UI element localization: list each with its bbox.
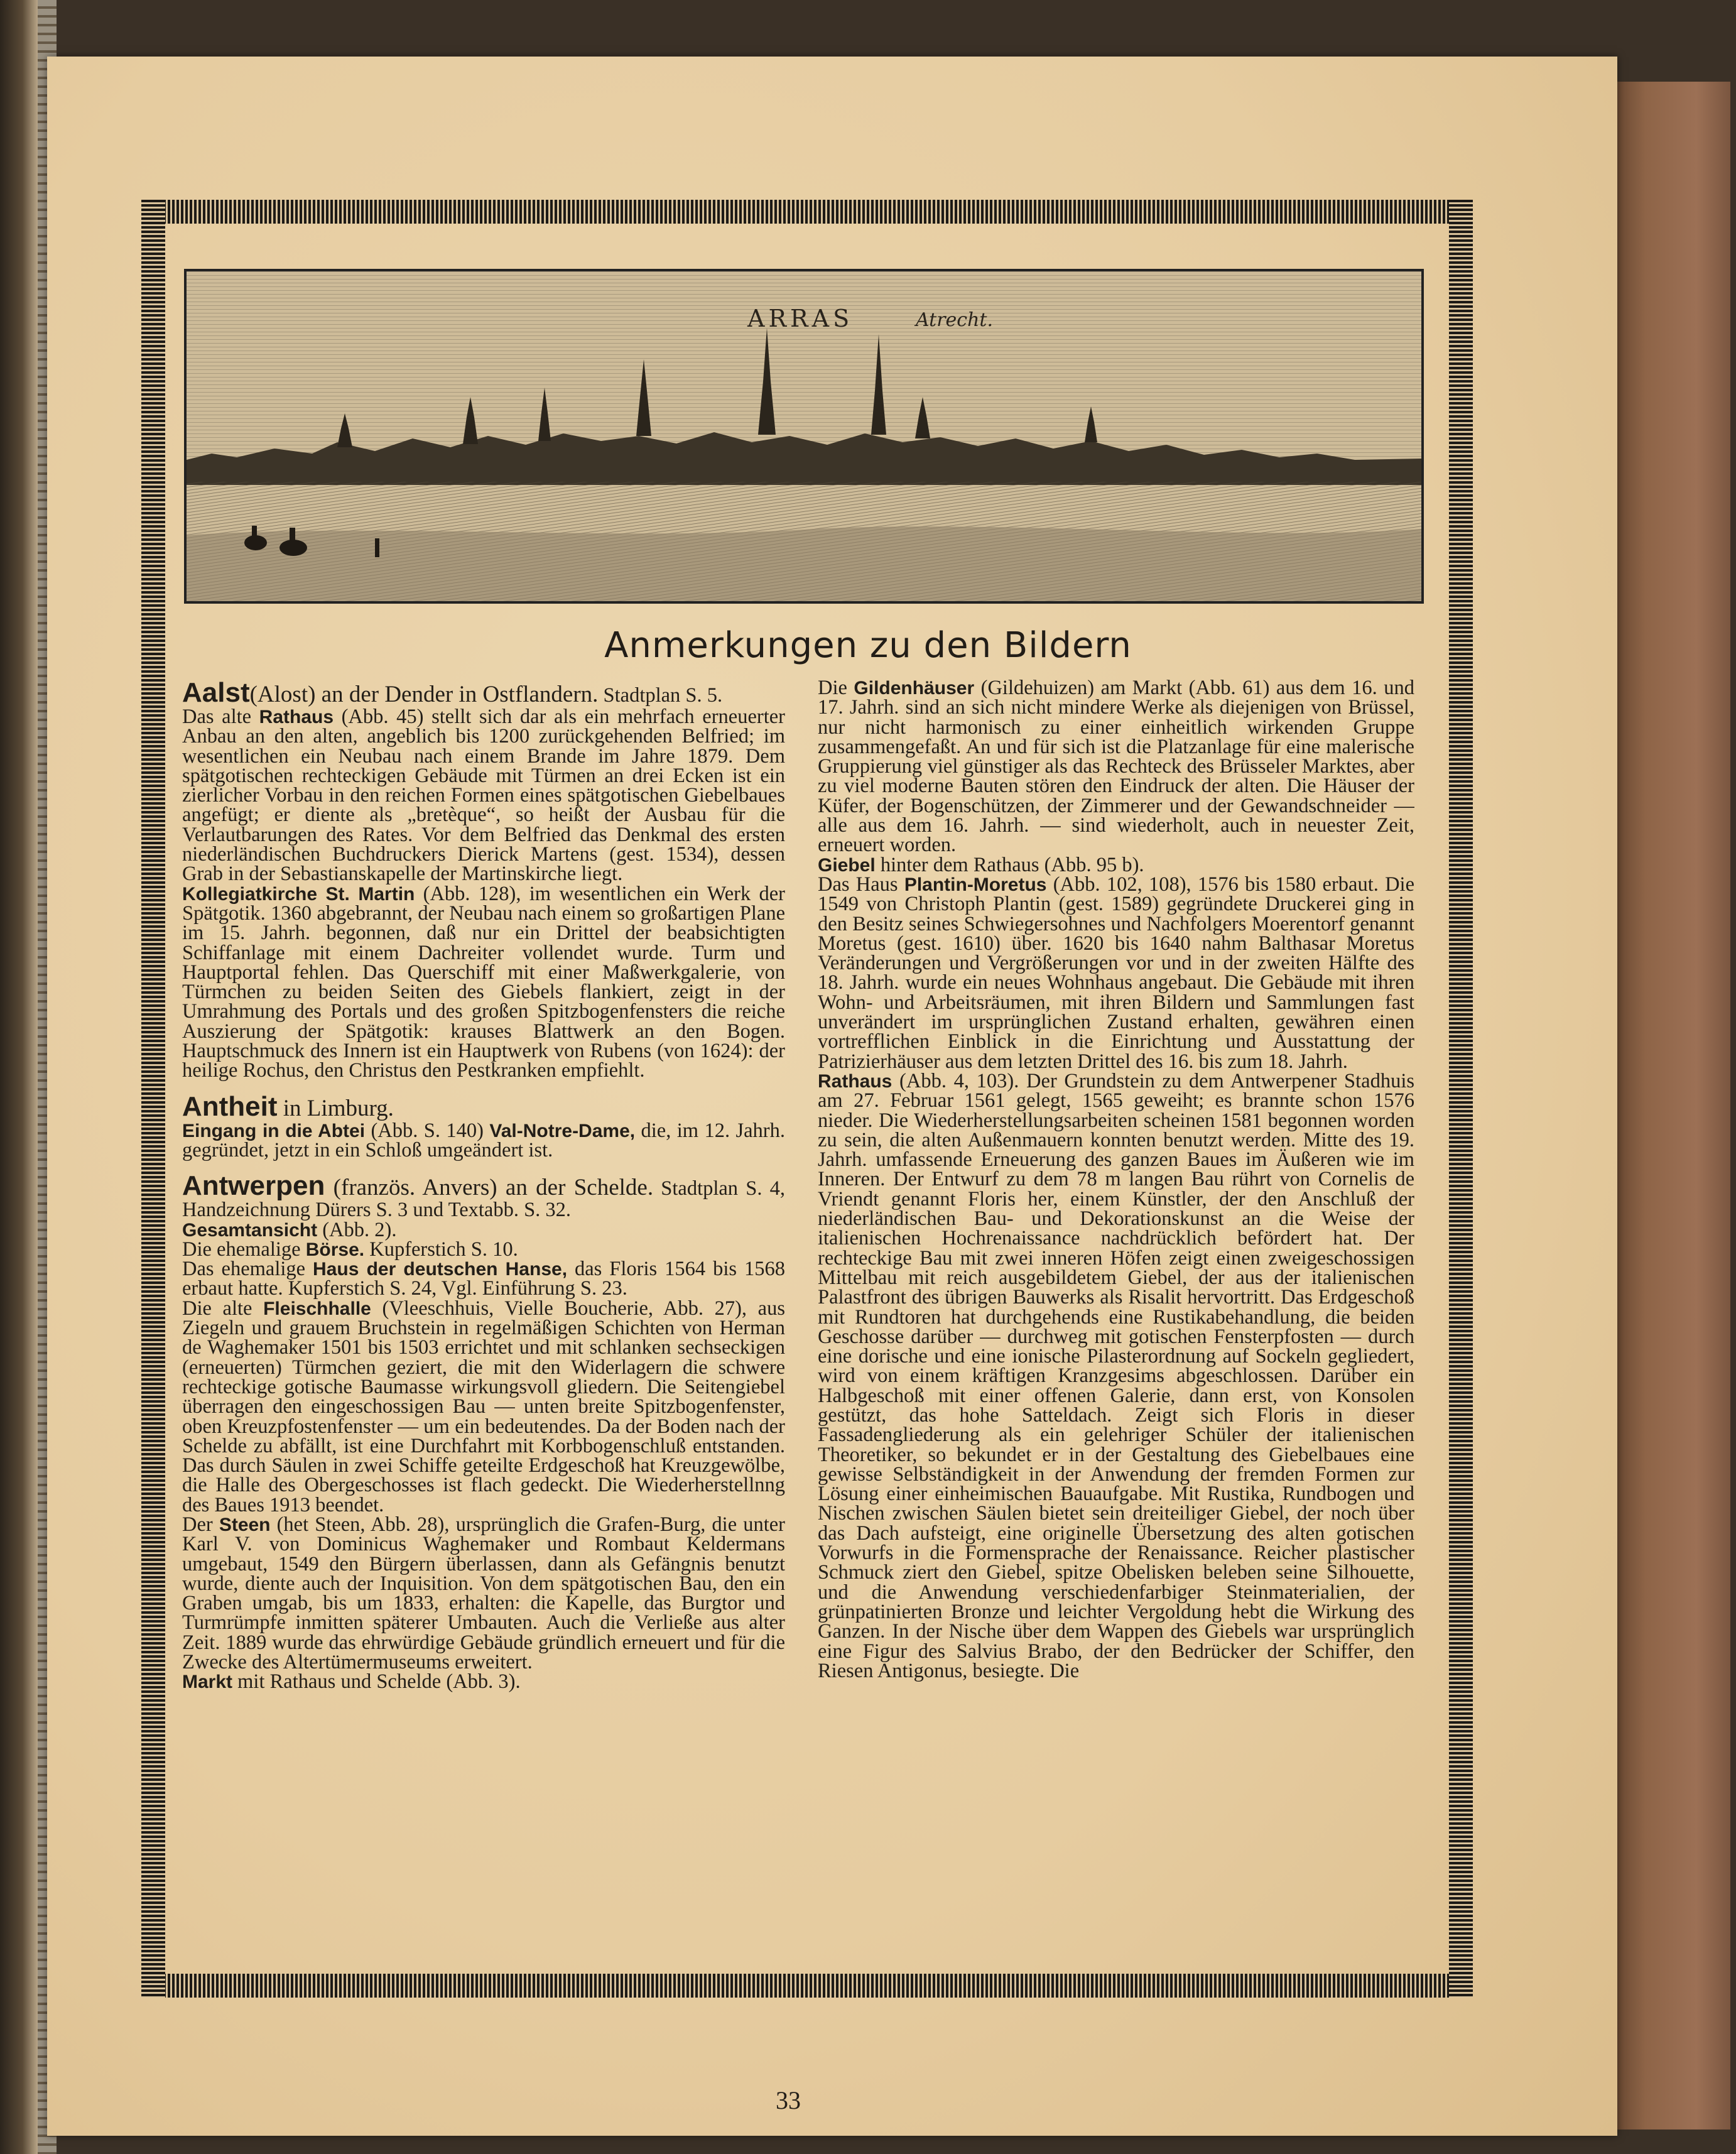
bold-term: Eingang in die Abtei — [182, 1120, 366, 1141]
engraving-city-subtitle: Atrecht. — [916, 309, 994, 331]
entry-title: Antwerpen — [182, 1170, 325, 1202]
text: (Abb. 2). — [317, 1218, 397, 1241]
paragraph — [182, 1218, 785, 1241]
paragraph — [182, 1299, 785, 1515]
page-heading: Anmerkungen zu den Bildern — [604, 625, 1132, 666]
paragraph — [182, 884, 785, 1081]
foreground — [187, 526, 1421, 601]
sky — [187, 271, 1421, 460]
bold-term: Gesamtansicht — [182, 1219, 318, 1241]
paragraph — [182, 1121, 785, 1161]
entry-reference: Stadtplan S. 4, Handzeichnung Dürers S. 3 und Textabb. S. 32. — [182, 1177, 785, 1222]
text: Die ehemalige — [182, 1237, 306, 1261]
paragraph — [818, 678, 1414, 856]
entry-aalst-header — [182, 678, 785, 707]
bold-term: Gildenhäuser — [854, 678, 975, 699]
paragraph — [182, 1237, 785, 1261]
text: Die alte — [182, 1297, 264, 1320]
text: (Abb. S. 140) — [365, 1119, 490, 1142]
text: hinter dem Rathaus (Abb. 95 b). — [875, 853, 1144, 876]
entry-title: Antheit — [182, 1091, 278, 1122]
text: Die — [818, 678, 854, 699]
paragraph — [182, 1259, 785, 1299]
entry-subtitle: (Alost) an der Dender in Ostflandern. — [249, 682, 599, 707]
text: mit Rathaus und Schelde (Abb. 3). — [232, 1670, 521, 1694]
book-cover-edge — [1617, 82, 1730, 2130]
frame-band-right — [1449, 200, 1473, 1998]
text: (Gildehuizen) am Markt (Abb. 61) aus dem 16. und 17. Jahrh. sind an sich nicht mindere Werke als diejenigen von Brüssel, nur nicht harmonisch zu einer einheitlich wirkenden Gruppe zusammengefaßt. An und für sich ist die Platzanlage für eine malerische Gruppierung viel günstiger als das Rechteck des Brüsseler Marktes, aber zu viel moderne Bauten stören den Eindruck der alten. Die Häuser der Küfer, der Bogenschützen, der Zimmerer und der Gewandschneider — alle aus dem 16. Jahrh. — sind wiederholt, auch in neuester Zeit, erneuert worden. — [818, 678, 1414, 857]
bold-term: Rathaus — [818, 1070, 892, 1092]
entry-subtitle: (französ. Anvers) an der Schelde. — [325, 1175, 654, 1201]
bold-term: Rathaus — [259, 707, 334, 727]
bold-term: Markt — [182, 1672, 233, 1693]
paragraph — [182, 1515, 785, 1672]
bold-term: Börse. — [305, 1239, 365, 1260]
text: (Abb. 45) stellt sich dar als ein mehrfach erneuerter Anbau an den alten, angeblich bis 1200 zurückgehenden Belfried; im wesentlichen ein Neubau nach einem Brande im Jahre 1879. Dem spätgotischen rechteckigen Gebäude mit Türmen an drei Ecken ist ein zierlicher Vorbau in den reichen Formen eines spätgotischen Giebelbaues angefügt; er diente als „bretèque“, so heißt der Ausbau für die Verlautbarungen des Rates. Vor dem Belfried das Denkmal des ersten niederländischen Buchdruckers Dierick Martens (gest. 1534), dessen Grab in der Sebastianskapelle der Martinskirche liegt. — [182, 705, 785, 886]
text: das Floris 1564 bis 1568 erbaut hatte. Kupferstich S. 24, Vgl. Einführung S. 23. — [182, 1258, 785, 1300]
bold-term: Haus der deutschen Hanse, — [313, 1259, 568, 1280]
frame-band-left — [141, 200, 165, 1998]
paragraph — [818, 853, 1414, 876]
bold-term: Giebel — [818, 854, 876, 876]
entry-subtitle: in Limburg. — [277, 1095, 394, 1121]
paragraph — [182, 1672, 785, 1692]
text: (Abb. 128), im wesentlichen ein Werk der Spätgotik. 1360 abgebrannt, der Neubau nach einem so großartigen Plane im 15. Jahrh. begonnen, daß nur ein Drittel der beabsichtigten Schiffanlage mit einem Dachreiter vollendet wurde. Turm und Hauptportal fehlen. Das Querschiff mit einer Maßwerkgalerie, von Türmchen zu beiden Seiten des Giebels flankiert, zeigt in der Umrahmung des Portals und des großen Spitzbogenfensters die reiche Auszierung der Spätgotik: krauses Blattwerk an den Bogen. Hauptschmuck des Innern ist ein Hauptwerk von Rubens (von 1624): der heilige Rochus, den Christus den Pestkranken empfiehlt. — [182, 882, 785, 1082]
entry-title: Aalst — [182, 678, 250, 708]
bold-term: Steen — [219, 1514, 271, 1535]
entry-antwerpen-header — [182, 1172, 785, 1220]
right-column — [818, 678, 1414, 1954]
frame-band-top — [141, 200, 1473, 224]
text: Das alte — [182, 705, 259, 728]
bold-term: Val-Notre-Dame, — [489, 1120, 636, 1141]
frame-band-bottom — [141, 1974, 1473, 1998]
text: Das ehemalige — [182, 1258, 313, 1281]
text: (het Steen, Abb. 28), ursprünglich die Grafen-Burg, die unter Karl V. von Dominicus Waghemaker und Rombaut Keldermans umgebaut, 1549 den Bürgern überlassen, dann als Gefängnis benutzt wurde, diente auch der Inquisition. Von dem spätgotischen Bau, den ein Graben umgab, bis um 1833, erhalten: die Kapelle, das Burgtor und Turmrümpfe inmitten späterer Umbauten. Auch die Verließe aus alter Zeit. 1889 wurde das ehrwürdige Gebäude gründlich erneuert und für die Zwecke des Altertümermuseums erweitert. — [182, 1513, 785, 1674]
text: (Abb. 102, 108), 1576 bis 1580 erbaut. Die 1549 von Christoph Plantin (gest. 1589) gegründete Druckerei ging in den Besitz seines Schwiegersohnes und Nachfolgers Moerentorf genannt Moretus (gest. 1610) über. 1620 bis 1640 nahm Balthasar Moretus Veränderungen und Vergrößerungen vor und in der zweiten Hälfte des 18. Jahrh. wurde ein neues Wohnhaus angebaut. Die Gebäude mit ihren Wohn- und Arbeitsräumen, mit ihren Bildern und Sammlungen fast unverändert im ursprünglichen Zustand erhalten, gewähren einen vortrefflichen Einblick in die Einrichtung und Ausstattung der Patrizierhäuser aus dem letzten Drittel des 16. bis zum 18. Jahrh. — [818, 873, 1414, 1073]
left-column — [182, 678, 785, 1954]
entry-antheit-header — [182, 1092, 785, 1121]
text: Der — [182, 1513, 219, 1536]
bold-term: Kollegiatkirche St. Martin — [182, 883, 415, 905]
text: (Vleeschhuis, Vielle Boucherie, Abb. 27), aus Ziegeln und grauem Bruchstein in regelmäßigen Schichten von Herman de Waghemaker 1501 bis 1503 errichtet und mit schlanken sechseckigen (erneuerten) Türmchen geziert, die mit den Widerlagern die schwere rechteckige gotische Baumasse wirkungsvoll gliedern. Die Seitengiebel überragen den eingeschossigen Bau — unten breite Spitzbogenfenster, oben Kreuzpfostenfenster — um ein bedeutendes. Da der Boden nach der Schelde zu abfällt, ist eine Durchfahrt mit Korbbogenschluß entstanden. Das durch Säulen in zwei Schiffe geteilte Erdgeschoß hat Kreuzgewölbe, die Halle des Obergeschosses ist flach gedeckt. Die Wiederherstellnng des Baues 1913 beendet. — [182, 1297, 785, 1516]
text: (Abb. 4, 103). Der Grundstein zu dem Antwerpener Stadhuis am 27. Februar 1561 gelegt, 1565 geweiht; es brannte schon 1576 nieder. Die Wiederherstellungsarbeiten scheinen 1581 begonnen worden zu sein, die alten Außenmauern konnten benutzt werden. Mitte des 19. Jahrh. umfassende Erneuerung des ganzen Baues im Äußeren wie im Inneren. Der Entwurf zu dem 78 m langen Bau rührt von Cornelis de Vriendt genannt Floris her, einem Künstler, der den Anschluß der niederländischen Bau- und Dekorationskunst an die Weise der italienischen Hochrenaissance nachdrücklich befördert hat. Der rechteckige Bau mit zwei inneren Höfen zeigt einen zweigeschossigen Mittelbau mit reich ausgebildetem Giebel, der aus der italienischen Palastfront des übrigen Bauwerks als Risalit hervortritt. Das Erdgeschoß mit Rundtoren hat durchgehends eine Rustikabehandlung, die beiden Geschosse darüber — durchweg mit gotischen Fensterpfosten — durch eine dorische und eine ionische Pilasterordnung auf Sockeln gegliedert, wird von einem kräftigen Kranzgesims abgeschlossen. Darüber ein Halbgeschoß mit einer offenen Galerie, dann erst, von Konsolen gestützt, das hohe Satteldach. Zeigt sich Floris in dieser Fassadengliederung als ein gelehriger Schüler der italienischen Theoretiker, so bekundet er in der Gestaltung des Giebelbaues eine gewisse Selbständigkeit in der Anwendung der fremden Formen zur Lösung einer einheimischen Bauaufgabe. Mit Rustika, Rundbogen und Nischen zwischen Säulen bietet sein dreiteiliger Giebel, der noch über das Dach aufsteigt, eine originelle Übersetzung des alten gotischen Vorwurfs in die Formensprache der Renaissance. Reicher plastischer Schmuck ziert den Giebel, spitze Obelisken beleben seine Silhouette, und die Anwendung verschiedenfarbiger Steinmaterialien, der grünpatinierten Bronze und leichter Vergoldung hebt die Wirkung des Ganzen. In der Nische über dem Wappen des Giebels war ursprünglich eine Figur des Salvius Brabo, der den Bedrücker der Schiffer, den Riesen Antigonus, besiegte. Die — [818, 1069, 1414, 1682]
paragraph — [818, 875, 1414, 1072]
book-binding-left — [0, 0, 38, 2154]
bold-term: Fleischhalle — [263, 1298, 371, 1319]
entry-reference: Stadtplan S. 5. — [603, 684, 723, 707]
page-number: 33 — [776, 2086, 801, 2114]
text: Kupferstich S. 10. — [364, 1237, 518, 1261]
paragraph — [818, 1069, 1414, 1682]
text: die, im 12. Jahrh. gegründet, jetzt in ein Schloß umgeändert ist. — [182, 1119, 785, 1161]
paragraph — [182, 707, 785, 884]
text: Das Haus — [818, 873, 904, 896]
engraving-city-title: ARRAS — [747, 305, 854, 332]
bold-term: Plantin-Moretus — [904, 874, 1047, 895]
